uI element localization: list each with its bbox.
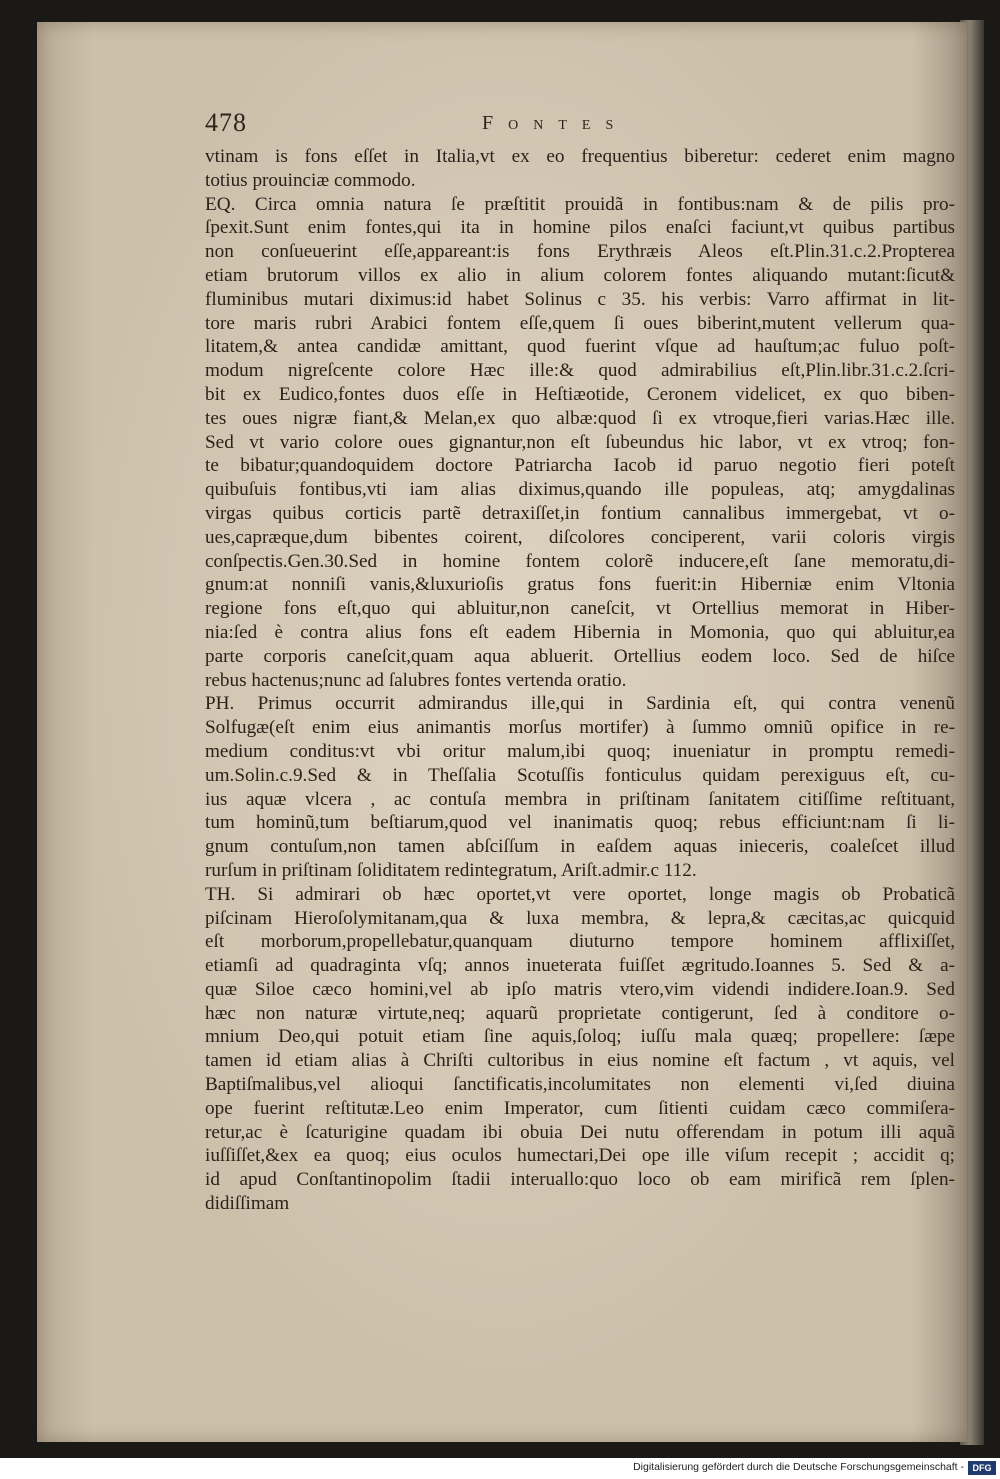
text-line: conſpectis.Gen.30.Sed in homine fontem colorẽ inducere,eſt ſane memoratu,di- bbox=[205, 550, 955, 572]
text-line: bit ex Eudico,fontes duos eſſe in Heſtiæotide, Ceronem videlicet, ex quo biben- bbox=[205, 383, 955, 405]
text-line: gnum:at nonniſi vanis,&luxurioſis gratus fons fuerit:in Hiberniæ enim Vltonia bbox=[205, 574, 955, 596]
text-line: non conſueuerint eſſe,appareant:is fons Erythræis Aleos eſt.Plin.31.c.2.Propterea bbox=[205, 241, 955, 263]
text-line: tore maris rubri Arabici fontem eſſe,quem ſi oues biberint,mutent vellerum qua- bbox=[205, 312, 955, 334]
catchword bbox=[205, 1216, 955, 1240]
text-line: Solfugæ(eſt enim eius animantis morſus mortifer) à ſummo omniũ opifice in re- bbox=[205, 717, 955, 739]
text-line: id apud Conſtantinopolim ſtadii interuallo:quo loco ob eam mirificã rem ſplen- bbox=[205, 1169, 955, 1191]
text-line: modum nigreſcente colore Hæc ille:& quod admirabilius eſt,Plin.libr.31.c.2.ſcri- bbox=[205, 360, 955, 382]
text-line: tamen id etiam alias à Chriſti cultoribus in eius nomine eſt factum , vt aquis, vel bbox=[205, 1050, 955, 1072]
text-line: tum hominũ,tum beſtiarum,quod vel inanimatis quoq; rebus efficiunt:nam ſi li- bbox=[205, 812, 955, 834]
text-line: tes oues nigræ fiant,& Melan,ex quo albæ:quod ſi ex vtroque,fieri varias.Hæc ille. bbox=[205, 407, 955, 429]
text-line: TH. Si admirari ob hæc oportet,vt vere oportet, longe magis ob Probaticã bbox=[205, 883, 955, 905]
text-line: um.Solin.c.9.Sed & in Theſſalia Scotuſſis fonticulus quidam perexiguus eſt, cu- bbox=[205, 764, 955, 786]
body-text bbox=[205, 145, 955, 1240]
text-line: etiam brutorum villos ex alio in alium colorem fontes aliquando mutant:ſicut& bbox=[205, 264, 955, 286]
text-line: rurſum in priſtinam ſoliditatem redintegratum, Ariſt.admir.c 112. bbox=[205, 859, 697, 881]
text-line: ſpexit.Sunt enim fontes,qui ita in homine pilos enaſci faciunt,vt quibus partibus bbox=[205, 217, 955, 239]
text-line: EQ. Circa omnia natura ſe præſtitit prouidã in fontibus:nam & de pilis pro- bbox=[205, 193, 955, 215]
text-line: nia:ſed è contra alius fons eſt eadem Hibernia in Momonia, quo qui abluitur,ea bbox=[205, 621, 955, 643]
text-line: ius aquæ vlcera , ac contuſa membra in priſtinam ſanitatem citiſſime reſtituant, bbox=[205, 788, 955, 810]
text-line: quibuſuis fontibus,vti iam alias diximus,quando ille populeas, atq; amygdalinas bbox=[205, 479, 955, 501]
page-number: 478 bbox=[205, 108, 247, 137]
text-line: retur,ac è ſcaturigine quadam ibi obuia Dei nutu offerendam in potum illi aquã bbox=[205, 1121, 955, 1143]
text-line: etiamſi ad quadraginta vſq; annos inueterata fuiſſet ægritudo.Ioannes 5. Sed & a- bbox=[205, 955, 955, 977]
running-head: Fontes bbox=[482, 112, 629, 134]
text-line: vtinam is fons eſſet in Italia,vt ex eo frequentius biberetur: cederet enim magno bbox=[205, 146, 955, 167]
text-line: parte corporis caneſcit,quam aqua abluerit. Ortellius eodem loco. Sed de hiſce bbox=[205, 645, 955, 667]
text-line: Sed vt vario colore oues gignantur,non eſt ſubeundus hic labor, vt ex vtroq; fon- bbox=[205, 431, 955, 453]
footer-bar bbox=[0, 1458, 1000, 1479]
text-line: didiſſimam bbox=[205, 1193, 290, 1215]
text-line: ues,capræque,dum bibentes coirent, diſcolores conciperent, varii coloris virgis bbox=[205, 526, 955, 548]
text-line: ope fuerint reſtitutæ.Leo enim Imperator, cum ſitienti cuidam cæco commiſera- bbox=[205, 1097, 955, 1119]
text-line: fluminibus mutari diximus:id habet Solinus c 35. his verbis: Varro affirmat in lit- bbox=[205, 288, 955, 310]
text-line: regione fons eſt,quo qui abluitur,non caneſcit, vt Ortellius memorat in Hiber- bbox=[205, 598, 955, 620]
dfg-logo: DFG bbox=[968, 1461, 996, 1475]
funding-credit: Digitalisierung gefördert durch die Deutsche Forschungsgemeinschaft - bbox=[633, 1461, 964, 1473]
text-line: virgas quibus corticis partẽ detraxiſſet,in fontium cannalibus immergebat, vt o- bbox=[205, 502, 955, 524]
text-line: iuſſiſſet,&ex ea quoq; eius oculos humectari,Dei ope ille viſum recepit ; accidit q; bbox=[205, 1145, 955, 1167]
page-header bbox=[205, 108, 955, 144]
text-line: Baptiſmalibus,vel alioqui ſanctificatis,incolumitates non elementi vi,ſed diuina bbox=[205, 1074, 955, 1096]
text-line: eſt morborum,propellebatur,quanquam diuturno tempore hominem afflixiſſet, bbox=[205, 931, 955, 953]
text-line: te bibatur;quandoquidem doctore Patriarcha Iacob id paruo negotio fieri poteſt bbox=[205, 455, 955, 477]
text-line: totius prouinciæ commodo. bbox=[205, 169, 416, 191]
text-line: litatem,& antea candidæ amittant, quod fuerint vſque ad hauſtum;ac fuluo poſt- bbox=[205, 336, 955, 358]
text-line: mnium Deo,qui potuit etiam ſine aquis,ſoloq; iuſſu mala quæq; propellere: ſæpe bbox=[205, 1026, 955, 1048]
text-line: hæc non naturæ virtute,neq; aquarũ proprietate contigerunt, ſed à conditore o- bbox=[205, 1002, 955, 1024]
text-line: medium conditus:vt vbi oritur malum,ibi quoq; inueniatur in promptu remedi- bbox=[205, 740, 955, 762]
text-line: piſcinam Hieroſolymitanam,qua & luxa membra, & lepra,& cæcitas,ac quicquid bbox=[205, 907, 955, 929]
text-line: rebus hactenus;nunc ad ſalubres fontes vertenda oratio. bbox=[205, 669, 627, 691]
text-line: quæ Siloe cæco homini,vel ab ipſo matris vtero,vim videndi indidere.Ioan.9. Sed bbox=[205, 978, 955, 1000]
text-line: PH. Primus occurrit admirandus ille,qui in Sardinia eſt, qui contra venenũ bbox=[205, 693, 955, 715]
text-line: gnum contuſum,non tamen abſciſſum in eaſdem aquas inieceris, coaleſcet illud bbox=[205, 836, 955, 858]
